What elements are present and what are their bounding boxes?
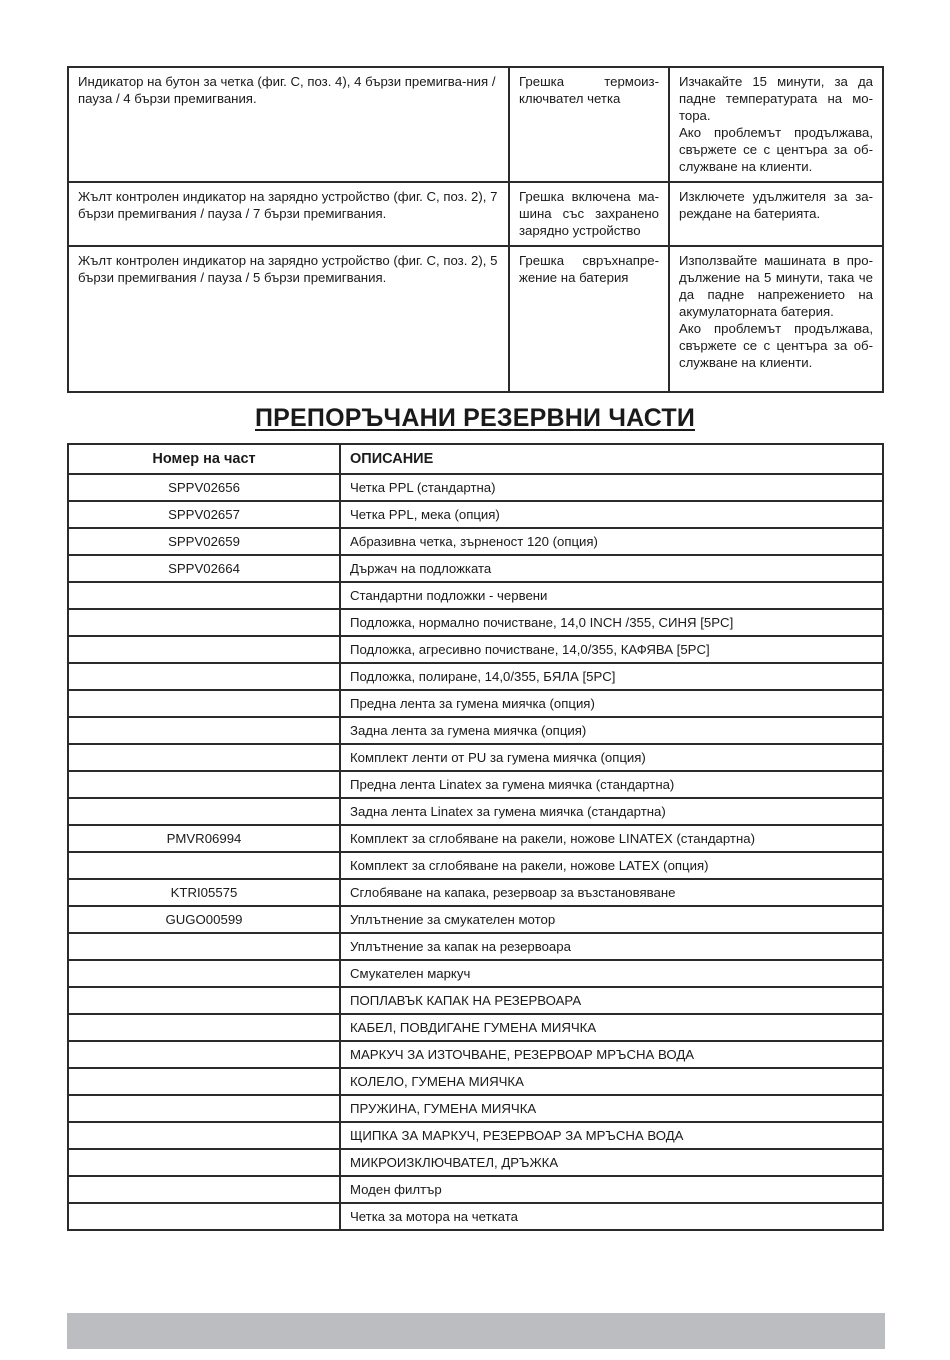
description-cell: МАРКУЧ ЗА ИЗТОЧВАНЕ, РЕЗЕРВОАР МРЪСНА ВОДА (340, 1041, 883, 1068)
table-row (68, 771, 883, 798)
description-cell: Четка за мотора на четката (340, 1203, 883, 1230)
table-row (68, 663, 883, 690)
part-number-cell (68, 852, 340, 879)
indicator-cell: Жълт контролен индикатор на зарядно устройство (фиг. C, поз. 2), 5 бързи премигвания / пауза / 5 бързи премигвания. (68, 246, 509, 392)
description-cell: Четка PPL (стандартна) (340, 474, 883, 501)
part-number-cell (68, 690, 340, 717)
description-cell: Уплътнение за смукателен мотор (340, 906, 883, 933)
description-cell: Задна лента за гумена миячка (опция) (340, 717, 883, 744)
indicator-cell: Жълт контролен индикатор на зарядно устройство (фиг. C, поз. 2), 7 бързи премигвания / пауза / 7 бързи премигвания. (68, 182, 509, 246)
part-number-cell: SPPV02659 (68, 528, 340, 555)
description-cell: КАБЕЛ, ПОВДИГАНЕ ГУМЕНА МИЯЧКА (340, 1014, 883, 1041)
part-number-cell (68, 582, 340, 609)
table-row (68, 798, 883, 825)
description-cell: ЩИПКА ЗА МАРКУЧ, РЕЗЕРВОАР ЗА МРЪСНА ВОДА (340, 1122, 883, 1149)
remedy-text: Изключете удължителя за за-реждане на батерията. (679, 189, 873, 221)
header-description: ОПИСАНИЕ (340, 444, 883, 474)
description-cell: МИКРОИЗКЛЮЧВАТЕЛ, ДРЪЖКА (340, 1149, 883, 1176)
error-cell: Грешка термоиз-ключвател четка (509, 67, 669, 182)
table-row (68, 528, 883, 555)
troubleshooting-table (67, 66, 884, 393)
part-number-cell (68, 798, 340, 825)
description-cell: Подложка, агресивно почистване, 14,0/355, КАФЯВА [5PC] (340, 636, 883, 663)
description-cell: Уплътнение за капак на резервоара (340, 933, 883, 960)
part-number-cell (68, 663, 340, 690)
part-number-cell (68, 636, 340, 663)
remedy-text: Ако проблемът продължава, свържете се с центъра за об-служване на клиенти. (679, 125, 873, 174)
part-number-cell (68, 987, 340, 1014)
footer-bar (67, 1313, 885, 1349)
remedy-cell (669, 67, 883, 182)
remedy-text: Ако проблемът продължава, свържете се с центъра за об-служване на клиенти. (679, 321, 873, 370)
remedy-cell (669, 246, 883, 392)
table-row (68, 582, 883, 609)
part-number-cell: SPPV02657 (68, 501, 340, 528)
remedy-text: Използвайте машината в про-дължение на 5 минути, така че да падне напрежението на акумулаторната батерия. (679, 253, 873, 319)
description-cell: ПРУЖИНА, ГУМЕНА МИЯЧКА (340, 1095, 883, 1122)
part-number-cell (68, 1095, 340, 1122)
table-row (68, 690, 883, 717)
description-cell: Подложка, полиране, 14,0/355, БЯЛА [5PC] (340, 663, 883, 690)
description-cell: Държач на подложката (340, 555, 883, 582)
part-number-cell: KTRI05575 (68, 879, 340, 906)
description-cell: Комплект ленти от PU за гумена миячка (опция) (340, 744, 883, 771)
troubleshooting-row (68, 246, 883, 392)
description-cell: Абразивна четка, зърненост 120 (опция) (340, 528, 883, 555)
table-row (68, 1041, 883, 1068)
troubleshooting-row (68, 67, 883, 182)
table-row (68, 474, 883, 501)
part-number-cell (68, 1068, 340, 1095)
indicator-cell: Индикатор на бутон за четка (фиг. C, поз. 4), 4 бързи премигва-ния / пауза / 4 бързи премигвания. (68, 67, 509, 182)
part-number-cell: GUGO00599 (68, 906, 340, 933)
table-row (68, 1203, 883, 1230)
part-number-cell: SPPV02656 (68, 474, 340, 501)
description-cell: Задна лента Linatex за гумена миячка (стандартна) (340, 798, 883, 825)
part-number-cell (68, 933, 340, 960)
part-number-cell (68, 1149, 340, 1176)
table-row (68, 501, 883, 528)
part-number-cell: PMVR06994 (68, 825, 340, 852)
table-row (68, 906, 883, 933)
spare-parts-title: ПРЕПОРЪЧАНИ РЕЗЕРВНИ ЧАСТИ (255, 404, 695, 432)
part-number-cell (68, 1014, 340, 1041)
part-number-cell (68, 744, 340, 771)
part-number-cell (68, 609, 340, 636)
part-number-cell (68, 1176, 340, 1203)
table-row (68, 960, 883, 987)
description-cell: КОЛЕЛО, ГУМЕНА МИЯЧКА (340, 1068, 883, 1095)
error-cell: Грешка включена ма-шина със захранено зарядно устройство (509, 182, 669, 246)
table-row (68, 555, 883, 582)
table-row (68, 852, 883, 879)
table-row (68, 1122, 883, 1149)
table-row (68, 1095, 883, 1122)
table-row (68, 1149, 883, 1176)
table-row (68, 1014, 883, 1041)
description-cell: Сглобяване на капака, резервоар за възстановяване (340, 879, 883, 906)
description-cell: Предна лента за гумена миячка (опция) (340, 690, 883, 717)
description-cell: Комплект за сглобяване на ракели, ножове LINATEX (стандартна) (340, 825, 883, 852)
part-number-cell (68, 1203, 340, 1230)
table-row (68, 933, 883, 960)
description-cell: Подложка, нормално почистване, 14,0 INCH /355, СИНЯ [5PC] (340, 609, 883, 636)
table-row (68, 1068, 883, 1095)
remedy-text: Изчакайте 15 минути, за да падне температурата на мо-тора. (679, 74, 873, 123)
description-cell: Смукателен маркуч (340, 960, 883, 987)
description-cell: Четка PPL, мека (опция) (340, 501, 883, 528)
description-cell: Стандартни подложки - червени (340, 582, 883, 609)
table-row (68, 609, 883, 636)
table-row (68, 825, 883, 852)
table-row (68, 879, 883, 906)
remedy-cell (669, 182, 883, 246)
part-number-cell (68, 1122, 340, 1149)
part-number-cell (68, 771, 340, 798)
troubleshooting-row (68, 182, 883, 246)
error-cell: Грешка свръхнапре-жение на батерия (509, 246, 669, 392)
table-row (68, 636, 883, 663)
spare-parts-header-row (68, 444, 883, 474)
part-number-cell: SPPV02664 (68, 555, 340, 582)
header-part-number: Номер на част (68, 444, 340, 474)
description-cell: ПОПЛАВЪК КАПАК НА РЕЗЕРВОАРА (340, 987, 883, 1014)
part-number-cell (68, 1041, 340, 1068)
table-row (68, 744, 883, 771)
table-row (68, 987, 883, 1014)
table-row (68, 717, 883, 744)
troubleshooting-body (68, 67, 883, 392)
description-cell: Моден филтър (340, 1176, 883, 1203)
part-number-cell (68, 717, 340, 744)
description-cell: Комплект за сглобяване на ракели, ножове LATEX (опция) (340, 852, 883, 879)
part-number-cell (68, 960, 340, 987)
table-row (68, 1176, 883, 1203)
spare-parts-body (68, 474, 883, 1230)
spare-parts-table (67, 443, 884, 1231)
description-cell: Предна лента Linatex за гумена миячка (стандартна) (340, 771, 883, 798)
